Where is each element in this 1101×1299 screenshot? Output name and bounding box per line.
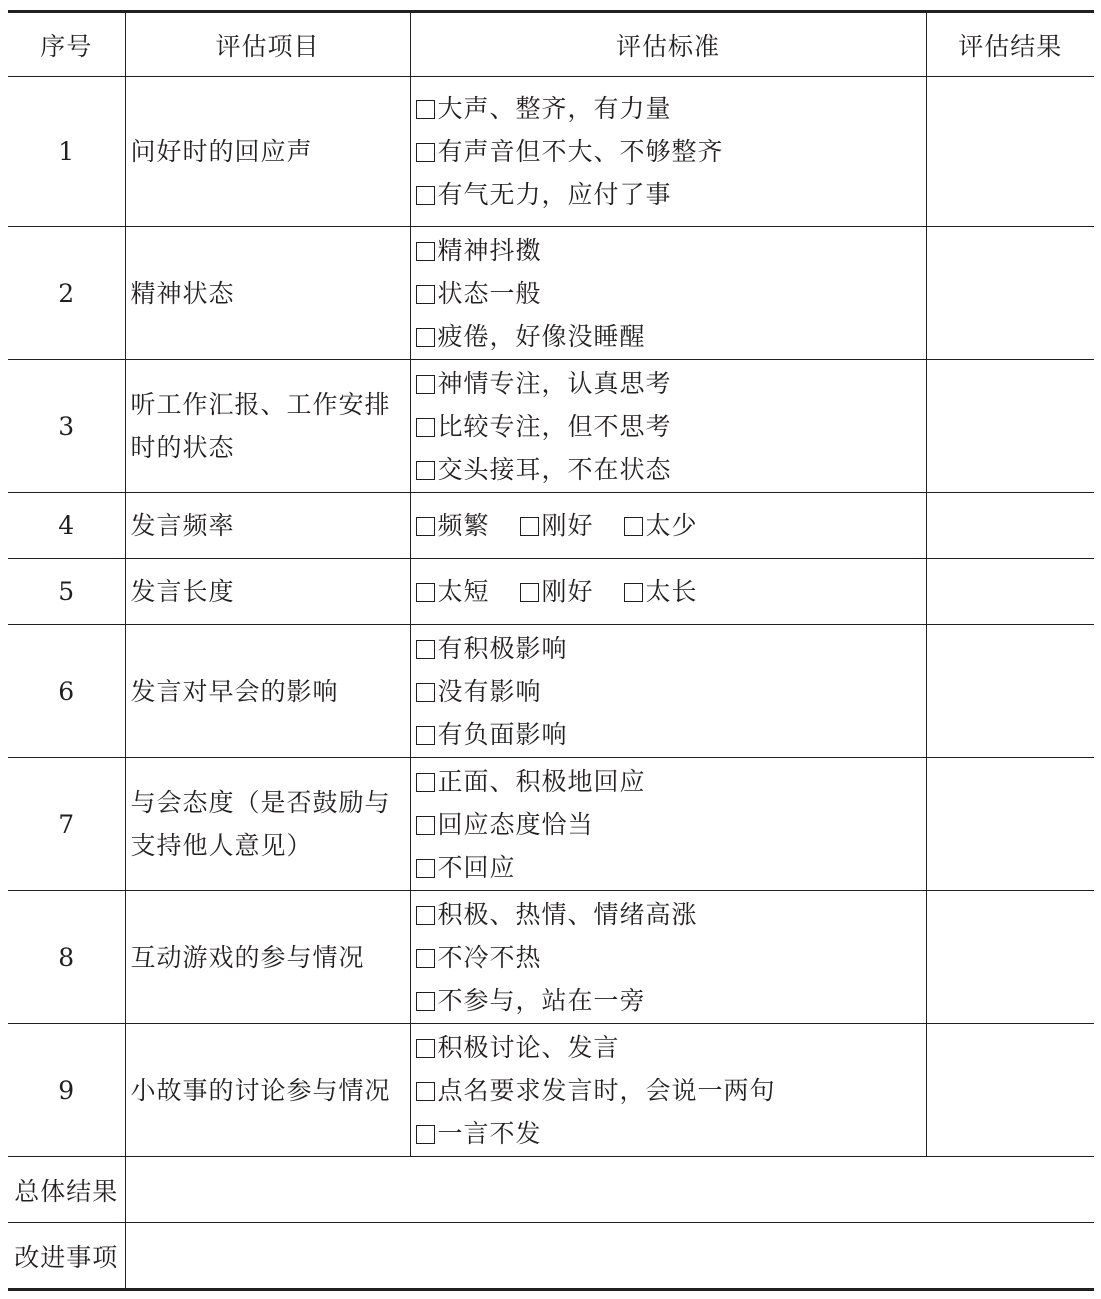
option-label: 不冷不热 (437, 942, 542, 972)
checkbox-icon[interactable] (624, 517, 643, 536)
evaluation-table (8, 10, 1094, 1291)
checkbox-icon[interactable] (416, 143, 435, 162)
checkbox-icon[interactable] (624, 583, 643, 602)
option[interactable] (416, 315, 926, 358)
table-row (8, 1024, 1094, 1157)
row-criteria (410, 493, 926, 559)
option[interactable] (416, 760, 926, 803)
checkbox-icon[interactable] (416, 1125, 435, 1144)
table-row (8, 360, 1094, 493)
checkbox-icon[interactable] (416, 1039, 435, 1058)
checkbox-icon[interactable] (416, 100, 435, 119)
row-number: 2 (8, 227, 125, 360)
option-label: 太长 (645, 577, 698, 606)
option-label: 不参与，站在一旁 (437, 985, 646, 1015)
header-criteria: 评估标准 (410, 12, 926, 77)
option-label: 有声音但不大、不够整齐 (437, 137, 724, 166)
table-row (8, 77, 1094, 227)
row-number: 5 (8, 559, 125, 625)
checkbox-icon[interactable] (416, 949, 435, 968)
option-label: 大声、整齐，有力量 (437, 94, 672, 123)
option-label: 有积极影响 (437, 633, 568, 663)
option[interactable] (416, 713, 926, 756)
row-item: 问好时的回应声 (125, 77, 410, 227)
header-item: 评估项目 (125, 12, 410, 77)
option[interactable] (624, 570, 698, 613)
row-result[interactable] (926, 493, 1094, 559)
option[interactable] (416, 405, 926, 448)
header-no: 序号 (8, 12, 125, 77)
checkbox-icon[interactable] (416, 816, 435, 835)
row-item: 与会态度（是否鼓励与支持他人意见） (125, 758, 410, 891)
checkbox-icon[interactable] (416, 583, 435, 602)
option[interactable] (416, 173, 926, 216)
row-item: 发言频率 (125, 493, 410, 559)
checkbox-icon[interactable] (416, 726, 435, 745)
checkbox-icon[interactable] (416, 461, 435, 480)
checkbox-icon[interactable] (416, 285, 435, 304)
option[interactable] (416, 130, 926, 173)
row-criteria (410, 891, 926, 1024)
row-item: 听工作汇报、工作安排时的状态 (125, 360, 410, 493)
option[interactable] (416, 272, 926, 315)
improvement-row (8, 1223, 1094, 1290)
checkbox-icon[interactable] (416, 418, 435, 437)
row-number: 3 (8, 360, 125, 493)
option-label: 回应态度恰当 (437, 809, 594, 839)
option-label: 积极、热情、情绪高涨 (437, 899, 698, 929)
overall-result-label: 总体结果 (8, 1157, 125, 1223)
option-label: 没有影响 (437, 676, 542, 706)
row-number: 8 (8, 891, 125, 1024)
option-label: 状态一般 (437, 278, 542, 308)
option-label: 有气无力，应付了事 (437, 180, 672, 209)
option-label: 不回应 (437, 852, 516, 882)
row-result[interactable] (926, 227, 1094, 360)
option-label: 有负面影响 (437, 719, 568, 749)
row-number: 7 (8, 758, 125, 891)
row-number: 9 (8, 1024, 125, 1157)
row-result[interactable] (926, 360, 1094, 493)
option-label: 太少 (645, 511, 698, 540)
row-criteria (410, 559, 926, 625)
option[interactable] (416, 570, 490, 613)
header-row (8, 12, 1094, 77)
table-row (8, 227, 1094, 360)
row-item: 互动游戏的参与情况 (125, 891, 410, 1024)
option[interactable] (520, 570, 594, 613)
row-item: 小故事的讨论参与情况 (125, 1024, 410, 1157)
row-item: 精神状态 (125, 227, 410, 360)
option-label: 频繁 (437, 511, 490, 540)
checkbox-icon[interactable] (416, 328, 435, 347)
option[interactable] (416, 504, 490, 547)
option[interactable] (416, 1026, 926, 1069)
checkbox-icon[interactable] (416, 186, 435, 205)
option[interactable] (416, 979, 926, 1022)
table-row (8, 891, 1094, 1024)
row-criteria (410, 758, 926, 891)
option[interactable] (416, 1069, 926, 1112)
improvement-field[interactable] (125, 1223, 1094, 1290)
option-label: 一言不发 (437, 1118, 542, 1148)
row-criteria (410, 1024, 926, 1157)
checkbox-icon[interactable] (416, 242, 435, 261)
option[interactable] (416, 627, 926, 670)
row-number: 6 (8, 625, 125, 758)
option[interactable] (416, 936, 926, 979)
checkbox-icon[interactable] (520, 583, 539, 602)
checkbox-icon[interactable] (416, 992, 435, 1011)
option[interactable] (624, 504, 698, 547)
row-criteria (410, 227, 926, 360)
option[interactable] (416, 362, 926, 405)
row-criteria (410, 77, 926, 227)
overall-result-row (8, 1157, 1094, 1223)
row-result[interactable] (926, 625, 1094, 758)
row-item: 发言长度 (125, 559, 410, 625)
checkbox-icon[interactable] (416, 906, 435, 925)
checkbox-icon[interactable] (416, 773, 435, 792)
table-row (8, 493, 1094, 559)
option-label: 神情专注，认真思考 (437, 368, 672, 398)
row-result[interactable] (926, 559, 1094, 625)
option-label: 积极讨论、发言 (437, 1032, 620, 1062)
option-label: 疲倦，好像没睡醒 (437, 321, 646, 351)
option-label: 精神抖擞 (437, 235, 542, 265)
option[interactable] (416, 229, 926, 272)
checkbox-icon[interactable] (416, 859, 435, 878)
improvement-label: 改进事项 (8, 1223, 125, 1290)
row-result[interactable] (926, 758, 1094, 891)
overall-result-field[interactable] (125, 1157, 1094, 1223)
row-result[interactable] (926, 77, 1094, 227)
option[interactable] (416, 670, 926, 713)
option[interactable] (416, 846, 926, 889)
option[interactable] (416, 87, 926, 130)
option[interactable] (416, 893, 926, 936)
option[interactable] (416, 803, 926, 846)
option-label: 刚好 (541, 577, 594, 606)
checkbox-icon[interactable] (416, 375, 435, 394)
row-criteria (410, 625, 926, 758)
option[interactable] (416, 448, 926, 491)
row-item: 发言对早会的影响 (125, 625, 410, 758)
row-result[interactable] (926, 891, 1094, 1024)
option[interactable] (416, 1112, 926, 1155)
row-result[interactable] (926, 1024, 1094, 1157)
option[interactable] (520, 504, 594, 547)
header-result: 评估结果 (926, 12, 1094, 77)
checkbox-icon[interactable] (416, 517, 435, 536)
checkbox-icon[interactable] (416, 1082, 435, 1101)
option-label: 太短 (437, 577, 490, 606)
table-row (8, 758, 1094, 891)
checkbox-icon[interactable] (416, 640, 435, 659)
row-criteria (410, 360, 926, 493)
option-label: 比较专注，但不思考 (437, 411, 672, 441)
option-label: 点名要求发言时，会说一两句 (437, 1075, 776, 1105)
option-label: 刚好 (541, 511, 594, 540)
row-number: 1 (8, 77, 125, 227)
checkbox-icon[interactable] (416, 683, 435, 702)
option-label: 正面、积极地回应 (437, 766, 646, 796)
table-row (8, 559, 1094, 625)
table-row (8, 625, 1094, 758)
row-number: 4 (8, 493, 125, 559)
option-label: 交头接耳，不在状态 (437, 454, 672, 484)
checkbox-icon[interactable] (520, 517, 539, 536)
